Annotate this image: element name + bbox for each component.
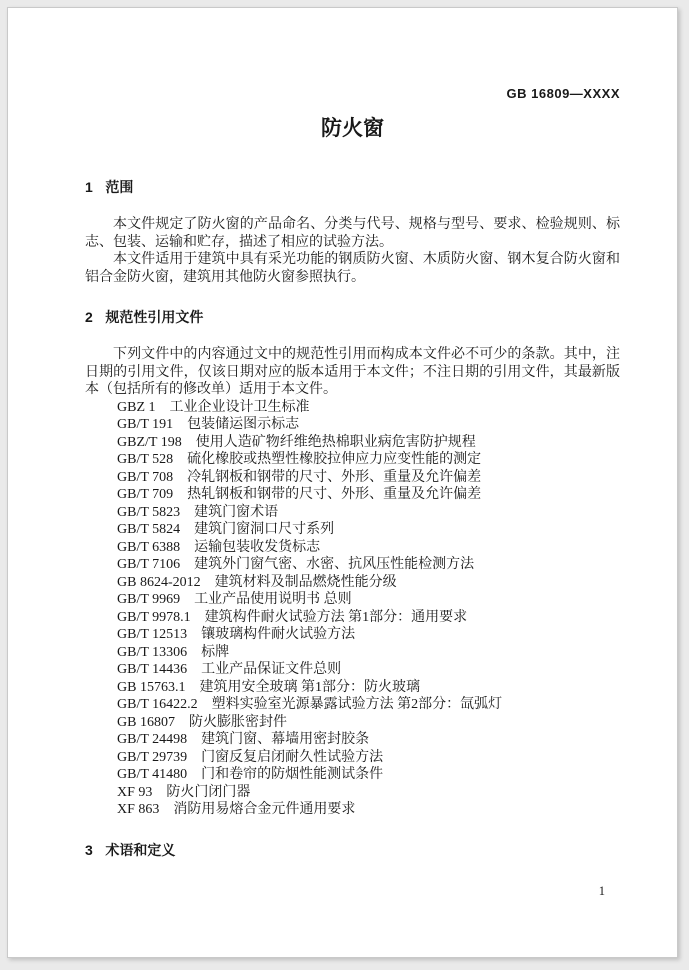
section-terms-and-definitions — [85, 842, 620, 858]
reference-code: GB/T 14436 — [117, 662, 188, 677]
reference-item — [117, 609, 620, 627]
section-title: 术语和定义 — [105, 841, 176, 858]
reference-code: GBZ/T 198 — [117, 434, 182, 450]
reference-code: GB/T 13306 — [117, 644, 188, 660]
reference-item — [117, 784, 620, 802]
section-number: 2 — [85, 309, 93, 325]
reference-title: 镶玻璃构件耐火试验方法 — [201, 627, 356, 642]
reference-item — [117, 469, 620, 487]
scope-paragraph: 本文件规定了防火窗的产品命名、分类与代号、规格与型号、要求、检验规则、标志、包装、运输和贮存，描述了相应的试验方法。 — [85, 217, 620, 250]
section-scope — [85, 179, 620, 286]
section-number: 3 — [85, 841, 93, 858]
section-references-heading — [85, 309, 620, 325]
section-terms-heading — [85, 842, 620, 858]
reference-title: 门窗反复启闭耐久性试验方法 — [201, 749, 384, 765]
reference-code: GB/T 709 — [117, 487, 174, 502]
references-intro-paragraph: 下列文件中的内容通过文中的规范性引用而构成本文件必不可少的条款。其中，注日期的引用文件，仅该日期对应的版本适用于本文件；不注日期的引用文件，其最新版本（包括所有的修改单）适用于本文件。 — [85, 347, 620, 397]
reference-code: GB/T 5824 — [117, 522, 181, 537]
reference-item — [117, 591, 620, 609]
section-title: 规范性引用文件 — [105, 309, 204, 325]
reference-title: 冷轧钢板和钢带的尺寸、外形、重量及允许偏差 — [187, 469, 482, 485]
section-title: 范围 — [105, 179, 134, 195]
reference-code: GB/T 29739 — [117, 749, 188, 765]
reference-code: GB 8624-2012 — [117, 574, 201, 590]
reference-title: 运输包装收发货标志 — [194, 539, 321, 555]
reference-code: GB/T 41480 — [117, 767, 188, 782]
page-number: 1 — [598, 884, 605, 898]
reference-code: GB/T 9969 — [117, 592, 181, 607]
scope-paragraph: 本文件适用于建筑中具有采光功能的钢质防火窗、木质防火窗、钢木复合防火窗和铝合金防火窗，建筑用其他防火窗参照执行。 — [85, 252, 620, 285]
section-normative-references — [85, 309, 620, 819]
reference-title: 建筑外门窗气密、水密、抗风压性能检测方法 — [194, 557, 475, 572]
reference-item — [117, 644, 620, 662]
document-title: 防火窗 — [321, 117, 384, 140]
reference-code: XF 93 — [117, 784, 153, 800]
reference-code: GB/T 16422.2 — [117, 697, 198, 712]
reference-title: 建筑构件耐火试验方法 第1部分：通用要求 — [204, 609, 468, 625]
reference-code: GB/T 708 — [117, 469, 174, 485]
reference-code: GB 16807 — [117, 714, 175, 730]
reference-item — [117, 451, 620, 469]
reference-item — [117, 626, 620, 644]
reference-title: 包装储运图示标志 — [187, 417, 300, 432]
reference-list — [85, 399, 620, 819]
reference-title: 建筑材料及制品燃烧性能分级 — [214, 574, 397, 590]
reference-title: 门和卷帘的防烟性能测试条件 — [201, 767, 384, 782]
reference-title: 工业企业设计卫生标准 — [169, 399, 310, 415]
section-scope-heading — [85, 179, 620, 195]
reference-title: 建筑用安全玻璃 第1部分：防火玻璃 — [199, 679, 420, 695]
reference-item — [117, 696, 620, 714]
reference-code: GB/T 5823 — [117, 504, 181, 520]
reference-title: 塑料实验室光源暴露试验方法 第2部分：氙弧灯 — [211, 697, 503, 712]
reference-item — [117, 504, 620, 522]
reference-title: 使用人造矿物纤维绝热棉职业病危害防护规程 — [195, 434, 476, 450]
document-page — [7, 7, 678, 958]
reference-code: GB/T 528 — [117, 452, 174, 467]
standard-code: GB 16809—XXXX — [506, 86, 620, 101]
reference-code: GB/T 6388 — [117, 539, 181, 555]
reference-title: 消防用易熔合金元件通用要求 — [173, 802, 356, 817]
reference-item — [117, 539, 620, 557]
reference-code: GB/T 9978.1 — [117, 609, 191, 625]
reference-title: 建筑门窗、幕墙用密封胶条 — [201, 732, 370, 747]
reference-item — [117, 434, 620, 452]
reference-code: GBZ 1 — [117, 399, 156, 415]
reference-item — [117, 661, 620, 679]
reference-code: GB/T 7106 — [117, 557, 181, 572]
reference-item — [117, 801, 620, 819]
reference-title: 工业产品保证文件总则 — [201, 662, 342, 677]
reference-title: 硫化橡胶或热塑性橡胶拉伸应力应变性能的测定 — [187, 452, 482, 467]
reference-item — [117, 486, 620, 504]
reference-item — [117, 416, 620, 434]
reference-code: XF 863 — [117, 802, 160, 817]
reference-title: 建筑门窗术语 — [194, 504, 279, 520]
reference-item — [117, 679, 620, 697]
reference-code: GB 15763.1 — [117, 679, 186, 695]
reference-item — [117, 521, 620, 539]
reference-code: GB/T 24498 — [117, 732, 188, 747]
page-content — [8, 86, 677, 858]
reference-code: GB/T 191 — [117, 417, 174, 432]
reference-item — [117, 556, 620, 574]
reference-title: 热轧钢板和钢带的尺寸、外形、重量及允许偏差 — [187, 487, 482, 502]
reference-item — [117, 749, 620, 767]
reference-title: 防火门闭门器 — [166, 784, 251, 800]
reference-code: GB/T 12513 — [117, 627, 188, 642]
reference-title: 工业产品使用说明书 总则 — [194, 592, 352, 607]
reference-item — [117, 574, 620, 592]
reference-title: 建筑门窗洞口尺寸系列 — [194, 522, 335, 537]
reference-item — [117, 399, 620, 417]
reference-item — [117, 731, 620, 749]
reference-title: 防火膨胀密封件 — [188, 714, 287, 730]
reference-item — [117, 766, 620, 784]
section-number: 1 — [85, 179, 93, 195]
reference-item — [117, 714, 620, 732]
reference-title: 标牌 — [201, 644, 230, 660]
